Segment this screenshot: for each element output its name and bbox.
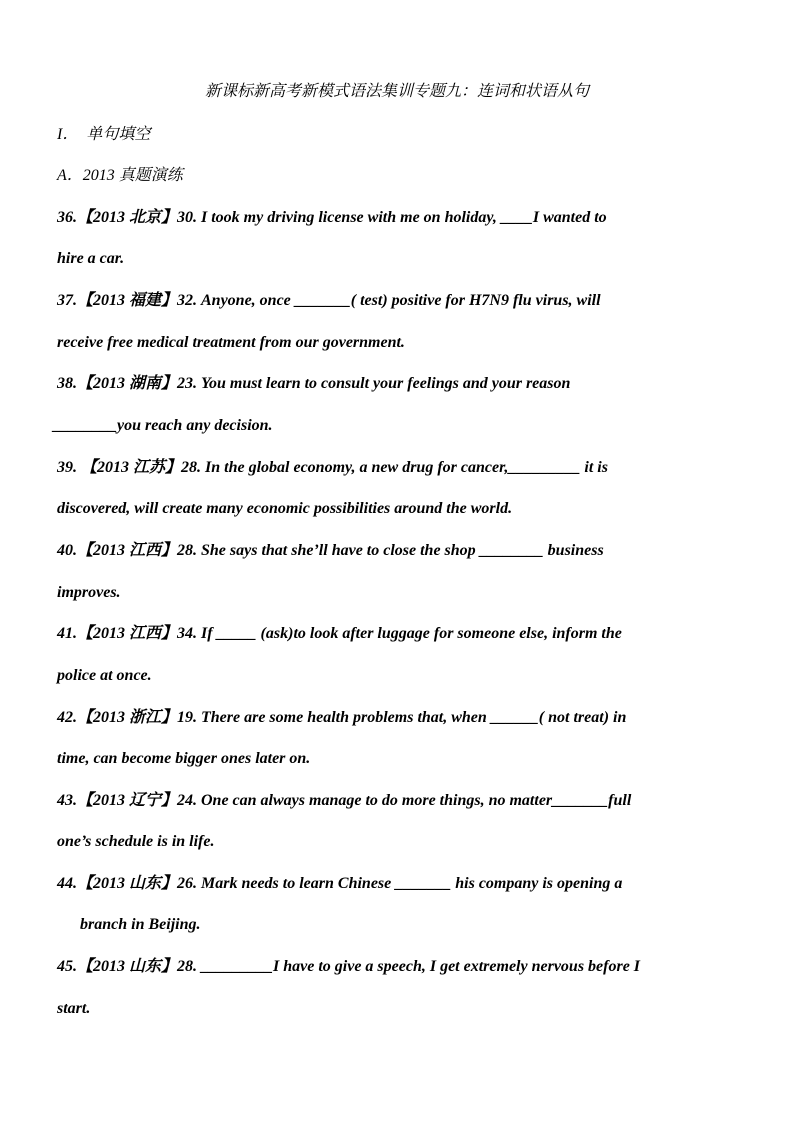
question-37-line2: receive free medical treatment from our government. (57, 334, 405, 351)
question-39-line1: 39. 【2013 江苏】28. In the global economy, a new drug for cancer,_________ it is (57, 459, 608, 476)
question-45-line2: start. (57, 1000, 91, 1017)
question-36-line1: 36.【2013 北京】30. I took my driving license with me on holiday, ____I wanted to (57, 209, 607, 226)
question-40-line2: improves. (57, 584, 121, 601)
question-40-line1: 40.【2013 江西】28. She says that she’ll have to close the shop ________ business (57, 542, 604, 559)
question-43-line2: one’s schedule is in life. (57, 833, 215, 850)
question-42-line1: 42.【2013 浙江】19. There are some health problems that, when ______( not treat) in (57, 709, 627, 726)
question-39-line2: discovered, will create many economic possibilities around the world. (57, 500, 513, 517)
question-42-line2: time, can become bigger ones later on. (57, 750, 311, 767)
question-38-line2: ________you reach any decision. (53, 417, 273, 434)
document-title: 新课标新高考新模式语法集训专题九：连词和状语从句 (204, 83, 589, 100)
question-45-line1: 45.【2013 山东】28. _________I have to give a speech, I get extremely nervous before I (57, 958, 641, 975)
question-44-line2: branch in Beijing. (80, 916, 201, 933)
question-41-line2: police at once. (57, 667, 152, 684)
question-44-line1: 44.【2013 山东】26. Mark needs to learn Chinese _______ his company is opening a (57, 875, 623, 892)
subsection-heading: A．2013 真题演练 (57, 167, 183, 184)
question-41-line1: 41.【2013 江西】34. If _____ (ask)to look after luggage for someone else, inform the (57, 625, 622, 642)
question-36-line2: hire a car. (57, 250, 125, 267)
section-heading: I． 单句填空 (57, 126, 151, 143)
question-37-line1: 37.【2013 福建】32. Anyone, once _______( test) positive for H7N9 flu virus, will (57, 292, 601, 309)
question-43-line1: 43.【2013 辽宁】24. One can always manage to do more things, no matter_______full (57, 792, 632, 809)
question-38-line1: 38.【2013 湖南】23. You must learn to consult your feelings and your reason (57, 375, 571, 392)
